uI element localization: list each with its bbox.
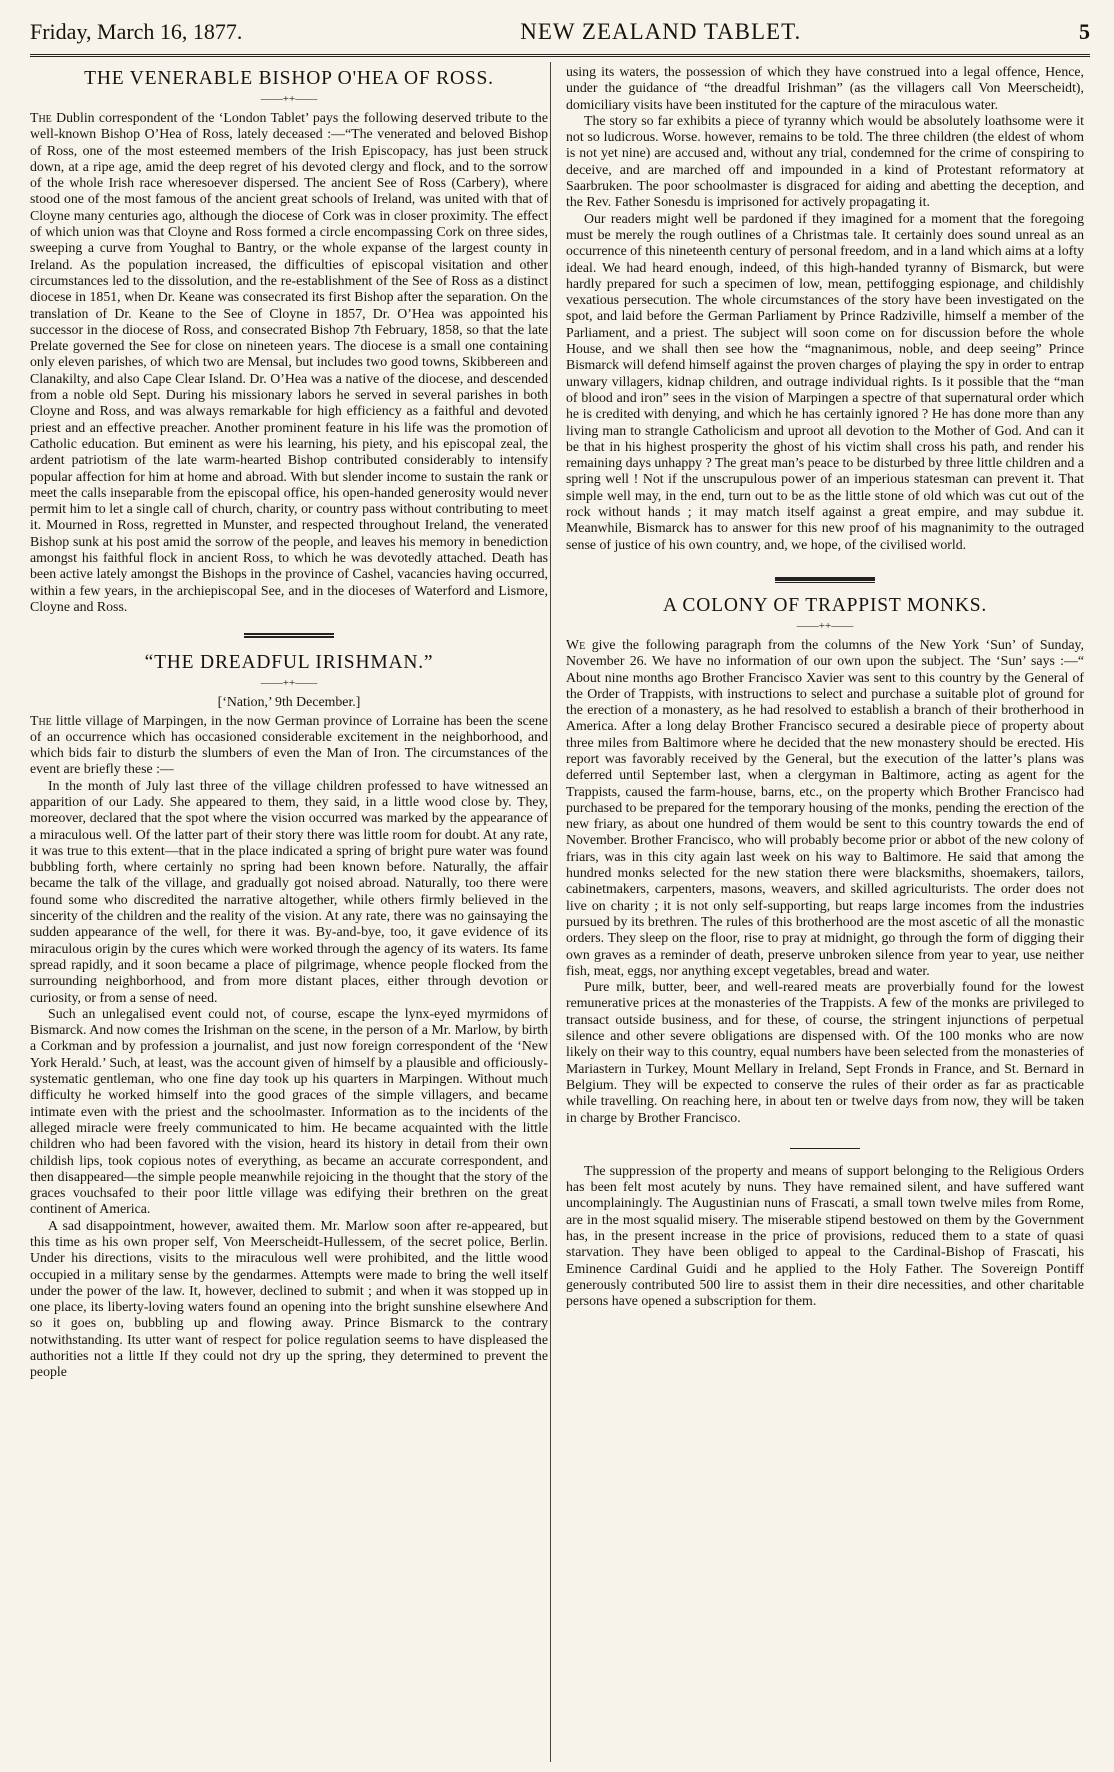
article-paragraph: The story so far exhibits a piece of tyranny which would be absolutely loathsome were it not so ludicrous. Worse. however, remains to be told. The three children (the eldest of whom is not yet nine) are accused and, without any trial, condemned for the crime of conspiring to deceive, and are marched off and impounded in a kind of Protestant reformatory at Saarbruken. The poor schoolmaster is disgraced for aiding and abetting the deception, and the Rev. Father Sonesdu is imprisoned for actively propagating it. <box>566 112 1084 210</box>
article-paragraph: A sad disappointment, however, awaited them. Mr. Marlow soon after re-appeared, but this time as his own proper self, Von Meerscheidt-Hullessem, of the secret police, Berlin. Under his directions, visits to the miraculous well were prohibited, and the little wood occupied in a military sense by the gendarmes. Attempts were made to bring the well itself under the power of the law. It, however, declined to submit ; and when it was stopped up in one place, its liberty-loving waters found an opening into the bright sunshine elsewhere And so it goes on, bubbling up and flowing away. Prince Bismarck to the contrary notwithstanding. Its utter want of respect for police regulation seems to have displeased the authorities not a little If they could not dry up the spring, they determined to prevent the people <box>30 1217 548 1380</box>
article-paragraph: Such an unlegalised event could not, of course, escape the lynx-eyed myrmidons of Bismarck. And now comes the Irishman on the scene, in the person of a Mr. Marlow, by birth a Corkman and by profession a journalist, and just now foreign correspondent of the ‘New York Herald.’ Such, at least, was the account given of himself by a plausible and officiously-systematic gentleman, who one fine day took up his quarters in Marpingen. Without much difficulty he worked himself into the good graces of the simple villagers, and became intimate even with the priest and the schoolmaster. Information as to the incidents of the alleged miracle were freely communicated to him. He became acquainted with the little children who had been favored with the vision, heard its history in detail from their own childish lips, took copious notes of everything, as became an accurate correspondent, and then disappeared—the simple people meanwhile rejoicing in the thought that the story of the graces vouchsafed to their poor little village was edifying their brethren on the great continent of America. <box>30 1005 548 1217</box>
article-paragraph: The suppression of the property and means of support belonging to the Religious Orders has been felt most acutely by nuns. They have remained silent, and have suffered want uncomplainingly. The Augustinian nuns of Frascati, a small town twelve miles from Rome, are in the most squalid misery. The miserable stipend bestowed on them by the Government has, in the present increase in the price of provisions, reduced them to a state of quasi starvation. They have been obliged to appeal to the Cardinal-Bishop of Frascati, his Eminence Cardinal Guidi and he applied to the Holy Father. The Sovereign Pontiff generously contributed 500 lire to assist them in their dire necessities, and other charitable persons have opened a subscription for them. <box>566 1162 1084 1309</box>
column-divider <box>550 62 551 1762</box>
article-paragraph: Pure milk, butter, beer, and well-reared meats are proverbially found for the lowest remunerative prices at the monasteries of the Trappists. A few of the monks are privileged to transact outside business, and for these, of course, the stringent injunctions of perpetual silence and other severe obligations are dispensed with. Of the 100 monks who are now likely on their way to this country, equal numbers have been selected from the monasteries of Mariastern in Turkey, Mount Mellary in Ireland, Sept Fronds in France, and St. Bernard in Belgium. They will be expected to conserve the rules of their order as far as practicable while travelling. On reaching here, in about ten or twelve days from now, they will be taken in charge by Brother Francisco. <box>566 979 1084 1125</box>
headline-ornament: ——++—— <box>260 93 318 105</box>
article-separator <box>790 1148 860 1149</box>
lead-word: We <box>566 636 586 652</box>
article-suppression-nuns <box>566 1163 1084 1310</box>
article-headline: A COLONY OF TRAPPIST MONKS. <box>662 594 988 616</box>
article-dreadful-irishman-continued <box>566 64 1084 553</box>
article-trappist-monks <box>566 595 1084 1126</box>
article-paragraph: The little village of Marpingen, in the now German province of Lorraine has been the scene of an occurrence which has occasioned considerable excitement in the neighborhood, and which bids fair to disturb the slumbers of even the Man of Iron. The circumstances of the event are briefly these :— <box>30 712 548 777</box>
article-paragraph: In the month of July last three of the village children professed to have witnessed an apparition of our Lady. She appeared to them, they said, in a little wood close by. They, moreover, declared that the spot where the vision occurred was marked by the appearance of a miraculous well. Of the latter part of their story there was little room for doubt. At any rate, it was true to this extent—that in the place indicated a spring of bright pure water was found bubbling forth, where certainly no spring had been known before. Naturally, the affair became the talk of the village, and gradually got noised abroad. Naturally, too there were found some who discredited the narrative altogether, while others firmly believed in the sincerity of the children and the reality of the vision. At any rate, there was no gainsaying the sudden appearance of the well, for there it was. By-and-bye, too, it gave evidence of its miraculous origin by the cures which were worked through the agency of its waters. Its fame spread rapidly, and it soon became a place of pilgrimage, whence people flocked from the surrounding neighborhood, and from more distant places, either through devotion or curiosity, or from a sense of need. <box>30 777 548 1005</box>
headline-ornament: ——++—— <box>260 677 318 690</box>
article-paragraph: The Dublin correspondent of the ‘London Tablet’ pays the following deserved tribute to the well-known Bishop O’Hea of Ross, lately deceased :—“The venerated and beloved Bishop of Ross, one of the most esteemed members of the Irish Episcopacy, has just been struck down, at a ripe age, amid the deep regret of his devoted clergy and flock, and to the sorrow of the whole Irish race wheresoever dispersed. The ancient See of Ross (Carbery), where stood one of the most famous of the ancient great schools of Ireland, was united with that of Cloyne many centuries ago, although the diocese of Cork was in closer proximity. The effect of which union was that Cloyne and Ross formed a circle encompassing Cork on three sides, sweeping a curve from Youghal to Bantry, or the whole expanse of the largest county in Ireland. As the population increased, the difficulties of episcopal visitation and other circumstances led to the dissolution, and the re-establishment of the See of Ross as a distinct diocese in 1851, when Dr. Keane was consecrated its first Bishop after the separation. On the translation of Dr. Keane to the See of Cloyne in 1857, Dr. O’Hea was appointed his successor in the diocese of Ross, and consecrated Bishop 7th February, 1858, so that the late Prelate governed the See for close on nineteen years. The diocese is a small one containing only eleven parishes, of which two are Mensal, but includes two good towns, Skibbereen and Clanakilty, and also Cape Clear Island. Dr. O’Hea was a native of the diocese, and descended from a noble old Sept. During his missionary labors he served in several parishes in both Cloyne and Ross, and was always remarkable for high efficiency as a faithful and devoted priest and an effective preacher. Another prominent feature in his life was the promotion of Catholic education. But eminent as were his learning, his piety, and his episcopal zeal, the ardent patriotism of the late warm-hearted Bishop contributed considerably to intensify popular affection for him at home and abroad. With but slender income to sustain the rank or meet the calls inseparable from the episcopal office, his open-handed generosity would never permit him to let a single call of church, charity, or country pass without contributing to meet it. Mourned in Ross, regretted in Munster, and respected throughout Ireland, the venerated Bishop sunk at his post amid the sorrow of the people, and leaves his memory in benediction amongst his faithful flock in ancient Ross, to which he was devotedly attached. Death has been active lately amongst the Bishops in the province of Cashel, vacancies having occurred, within a few years, in the archiepiscopal See, and in the dioceses of Waterford and Lismore, Cloyne and Ross. <box>30 110 548 614</box>
lead-word: The <box>30 712 52 728</box>
article-bishop-ohea <box>30 68 548 615</box>
article-source: [‘Nation,’ 9th December.] <box>217 694 361 710</box>
masthead-rule <box>30 54 1090 57</box>
article-headline: “THE DREADFUL IRISHMAN.” <box>144 652 434 674</box>
page-number: 5 <box>1078 19 1090 44</box>
issue-date: Friday, March 16, 1877. <box>30 19 243 44</box>
article-headline: THE VENERABLE BISHOP O'HEA OF ROSS. <box>84 68 494 89</box>
headline-ornament: ——++—— <box>796 619 854 632</box>
article-paragraph: Our readers might well be pardoned if they imagined for a moment that the foregoing must be merely the rough outlines of a Christmas tale. It certainly does sound unreal as an occurrence of this nineteenth century of personal freedom, and in a land which aims at a lofty ideal. We had heard enough, indeed, of this high-handed tyranny of Bismarck, but were hardly prepared for such a specimen of low, mean, pettifogging espionage, and childishly vexatious persecution. The whole circumstances of the story have been investigated on the spot, and laid before the German Parliament by Prince Radziville, himself a member of the Parliament, and a priest. The subject will soon come on for discussion before the whole House, and we shall then see how the “magnanimous, noble, and deep seeing” Prince Bismarck will defend himself against the proven charges of playing the spy in order to entrap unwary villagers, kidnap children, and outrage individual rights. Is it possible that the “man of blood and iron” sees in the vision of Marpingen a spectre of that supernatural order which he is credited with denying, and which he has certainly ignored ? He has done more than any living man to strangle Catholicism and uproot all devotion to the Mother of God. And can it be that in his highest prosperity the ghost of his victim shall cross his path, and render his remaining days unhappy ? The great man’s peace to be disturbed by three little children and a spring well ! Not if the unscrupulous power of an imperious statesman can prevent it. That simple well may, in the end, turn out to be as the little stone of old which was cut out of the rock without hands ; it may match itself against a great empire, and may subdue it. Meanwhile, Bismarck has to answer for this new proof of his magnanimity to the outraged sense of justice of his own country, and, we hope, of the civilised world. <box>566 210 1084 552</box>
article-paragraph: We give the following paragraph from the columns of the New York ‘Sun’ of Sunday, November 26. We have no information of our own upon the subject. The ‘Sun’ says :—“ About nine months ago Brother Francisco Xavier was sent to this country by the General of the Order of Trappists, with instructions to select and purchase a suitable plot of ground for the erection of a monastery, as he had resolved to establish a branch of their brotherhood in America. After a long delay Brother Francisco secured a desirable piece of property about three miles from Baltimore where he decided that the new monastery should be erected. His report was favorably received by the General, but the execution of the latter’s plans was deferred until September last, when a clergyman in Baltimore, acting as agent for the Trappists, caused the farm-house, barns, etc., on the property which Brother Francisco had purchased to be prepared for the temporary housing of the monks, pending the erection of the new friary, as about one hundred of them would be sent to this country towards the end of November. Brother Francisco, who will probably become prior or abbot of the new colony of friars, was in this city again last week on his way to Baltimore. He said that among the hundred monks selected for the new station there were blacksmiths, shoemakers, tailors, cabinetmakers, carpenters, masons, weavers, and skilled agriculturists. The order does not live on charity ; it is not only self-supporting, but reaps large incomes from the industries pursued by its brethren. The rules of this brotherhood are the most ascetic of all the monastic orders. They sleep on the floor, rise to pray at midnight, go through the form of digging their own graves as a reminder of death, preserve unbroken silence from year to year, use neither fish, meat, eggs, nor anything except vegetables, bread and water. <box>566 636 1084 978</box>
article-dreadful-irishman <box>30 652 548 1380</box>
article-separator <box>775 577 875 583</box>
left-column <box>30 64 548 1764</box>
right-column <box>566 64 1084 1764</box>
newspaper-title: NEW ZEALAND TABLET. <box>520 19 802 44</box>
masthead <box>30 14 1090 50</box>
article-separator <box>244 633 334 638</box>
lead-word: The <box>30 110 52 125</box>
article-paragraph: using its waters, the possession of which they have construed into a legal offence, Hence, under the guidance of “the dreadful Irishman” (as the villagers call Von Meerscheidt), domiciliary visits have been instituted for the capture of the miraculous water. <box>566 64 1084 112</box>
